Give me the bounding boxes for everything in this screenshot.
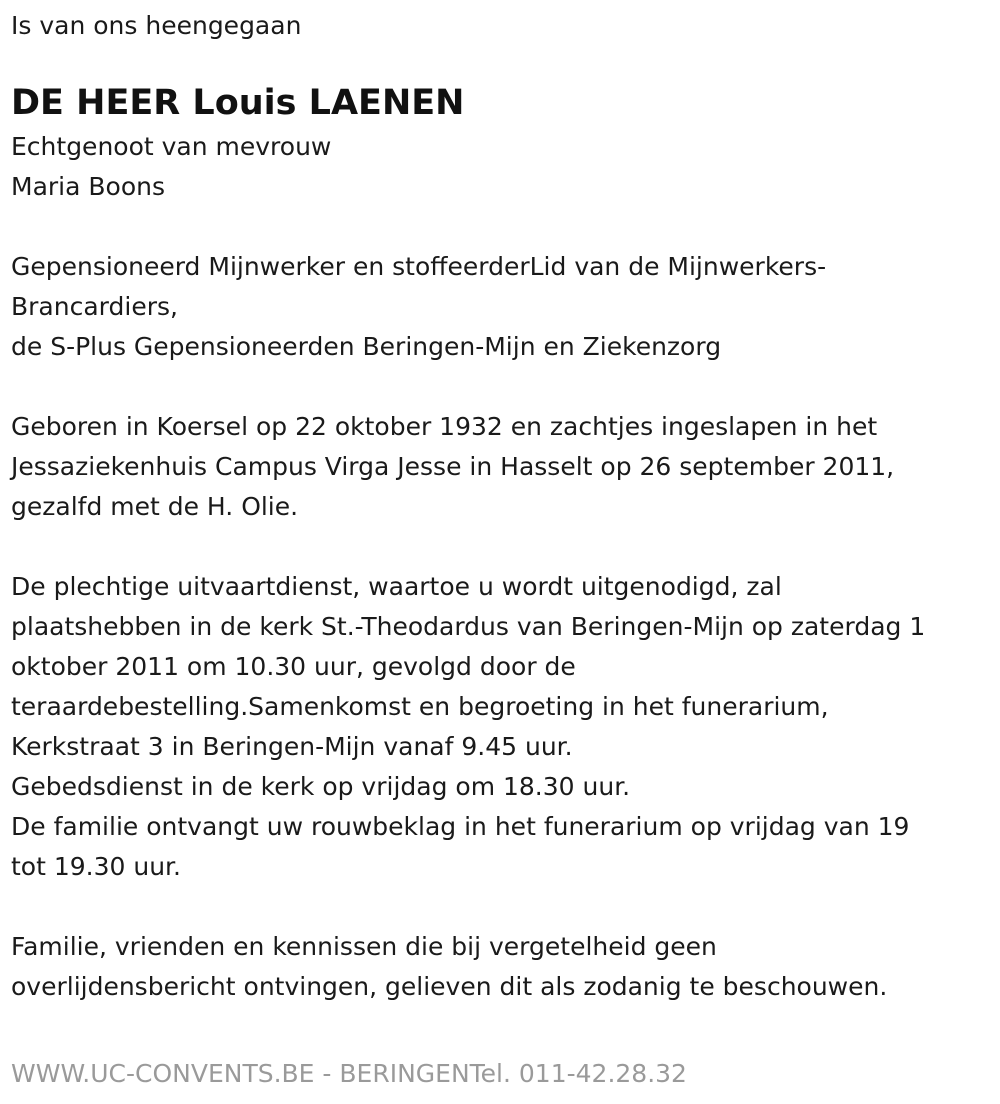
birth-death-section (11, 407, 990, 527)
spacer (11, 887, 990, 927)
spacer (11, 207, 990, 247)
funeral-line: De plechtige uitvaartdienst, waartoe u wordt uitgenodigd, zal (11, 572, 782, 601)
intro-text: Is van ons heengegaan (11, 11, 302, 40)
spouse-section (11, 127, 990, 207)
funeral-line: teraardebestelling.Samenkomst en begroeting in het funerarium, (11, 692, 829, 721)
birth-death-line: Geboren in Koersel op 22 oktober 1932 en zachtjes ingeslapen in het (11, 412, 878, 441)
footer-contact: WWW.UC-CONVENTS.BE - BERINGENTel. 011-42.28.32 (11, 1059, 687, 1088)
occupation-section (11, 247, 990, 367)
funeral-line: tot 19.30 uur. (11, 852, 181, 881)
notice-line: overlijdensbericht ontvingen, gelieven dit als zodanig te beschouwen. (11, 972, 888, 1001)
notice-section (11, 927, 990, 1007)
occupation-line: Brancardiers, (11, 292, 178, 321)
funeral-line: plaatshebben in de kerk St.-Theodardus van Beringen-Mijn op zaterdag 1 (11, 612, 926, 641)
notice-line: Familie, vrienden en kennissen die bij vergetelheid geen (11, 932, 717, 961)
spouse-line: Echtgenoot van mevrouw (11, 132, 332, 161)
occupation-line: Gepensioneerd Mijnwerker en stoffeerderLid van de Mijnwerkers- (11, 252, 827, 281)
funeral-line: Kerkstraat 3 in Beringen-Mijn vanaf 9.45 uur. (11, 732, 573, 761)
birth-death-line: gezalfd met de H. Olie. (11, 492, 299, 521)
funeral-line: oktober 2011 om 10.30 uur, gevolgd door de (11, 652, 576, 681)
spouse-name: Maria Boons (11, 172, 165, 201)
birth-death-line: Jessaziekenhuis Campus Virga Jesse in Hasselt op 26 september 2011, (11, 452, 895, 481)
funeral-line: De familie ontvangt uw rouwbeklag in het funerarium op vrijdag van 19 (11, 812, 910, 841)
spacer (11, 367, 990, 407)
spacer (11, 527, 990, 567)
funeral-line: Gebedsdienst in de kerk op vrijdag om 18.30 uur. (11, 772, 631, 801)
funeral-section (11, 567, 990, 887)
occupation-line: de S-Plus Gepensioneerden Beringen-Mijn en Ziekenzorg (11, 332, 722, 361)
deceased-name: DE HEER Louis LAENEN (11, 83, 465, 123)
